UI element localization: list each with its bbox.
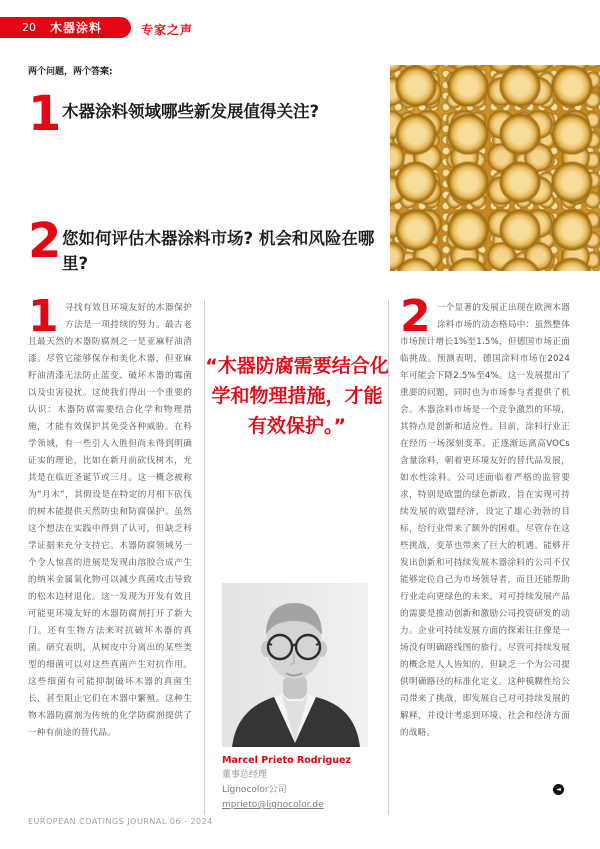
answer-2-text: 一个显著的发展正出现在欧洲木器涂料市场的动态格局中：虽然整体市场预计增长1%至1.5%，但德国市场正面临挑战。预测表明，德国涂料市场在2024年可能会下降2.5%至4%。这一发展提出了重要的问题，同时也为市场参与者提供了机会。木器涂料市场是一个竞争激烈的环境，其特点是创新和适应性。目前，涂料行业正在经历一场深刻变革。正逐渐远离高VOCs含量涂料，朝着更环境友好的替代品发展，如水性涂料。公司还面临着严格的监管要求，特别是欧盟的绿色新政，旨在实现可持续发展的欧盟经济，设定了雄心勃勃的目标，给行业带来了额外的困难。尽管存在这些挑战，变革也带来了巨大的机遇。能够开发出创新和可持续发展木器涂料的公司不仅能够定位自己为市场领导者，而且还能帮助行业走向更绿色的未来。对可持续发展产品的需要是推动创新和激励公司投资研发的动力。企业可持续发展方面的探索往往像是一场没有明确路线图的旅行。尽管可持续发展的概念是人人皆知的，但缺乏一个为公司提供明确路径的标准化定义。这种模糊性给公司带来了挑战，即发展自己对可持续发展的解释，并设计考虑到环境、社会和经济方面的战略。	[400, 303, 570, 738]
section-title: 木器涂料	[50, 21, 103, 35]
answer-1-dropcap: 1	[28, 291, 59, 342]
journal-footer: EUROPEAN COATINGS JOURNAL 06 - 2024	[28, 817, 213, 826]
question-2-number: 2	[28, 213, 62, 269]
author-company: Lignocolor公司	[222, 785, 287, 795]
author-caption	[222, 753, 351, 813]
answer-1-paragraph	[28, 291, 192, 742]
question-1-text: 木器涂料领域哪些新发展值得关注?	[62, 102, 320, 121]
author-name: Marcel Prieto Rodriguez	[222, 755, 352, 766]
intro-line: 两个问题，两个答案:	[28, 67, 113, 77]
answer-1-text: 寻找有效且环境友好的木器保护方法是一项持续的努力。最古老且最天然的木器防腐剂之一是亚麻籽油清漆。尽管它能够保存和美化木器，但亚麻籽油清漆无法防止蓝变、破坏木器的霉菌以及虫害侵扰。这使我们得出一个重要的认识：木器防腐需要结合化学和物理措施，才能有效保护其免受各种威胁。在科学领域，有一些引人入胜但尚未得到明确证实的理论，比如在新月前砍伐树木，尤其是在临近圣诞节或三月。这一概念被称为“月木”，其假设是在特定的月相下砍伐的树木能提供天然防虫和防腐保护。虽然这个想法在实践中得到了认可，但缺乏科学证据来充分支持它。木器防腐领域另一个令人惊喜的进展是发现由溶胶合成产生的纳米金属氧化物可以减少真菌攻击导致的松木边材退化。这一发现为开发有效且可能更环境友好的木器防腐剂打开了新大门。还有生物方法来对抗破坏木器的真菌。研究表明，从树皮中分离出的某些类型的细菌可以对这些真菌产生对抗作用。这些细菌有可能抑制破坏木器的真菌生长，甚至阻止它们在木器中繁殖。这种生物木器防腐剂为传统的化学防腐剂提供了一种有前途的替代品。	[28, 303, 192, 738]
question-2-text: 您如何评估木器涂料市场? 机会和风险在哪里?	[62, 229, 375, 273]
subsection-title: 专家之声	[141, 23, 194, 37]
author-portrait-photo	[222, 583, 368, 747]
page-number: 20	[22, 21, 36, 34]
end-of-article-icon: ◄	[553, 784, 564, 795]
pull-quote: “木器防腐需要结合化学和物理措施，才能有效保护。”	[205, 355, 389, 437]
answer-2-paragraph	[400, 291, 570, 742]
droplets-photo	[390, 65, 600, 271]
header-bar	[0, 17, 131, 38]
author-email-link[interactable]: mprieto@lignocolor.de	[222, 800, 324, 810]
question-1-number: 1	[28, 86, 62, 142]
answer-2-dropcap: 2	[400, 291, 431, 342]
author-title: 董事总经理	[222, 770, 268, 780]
